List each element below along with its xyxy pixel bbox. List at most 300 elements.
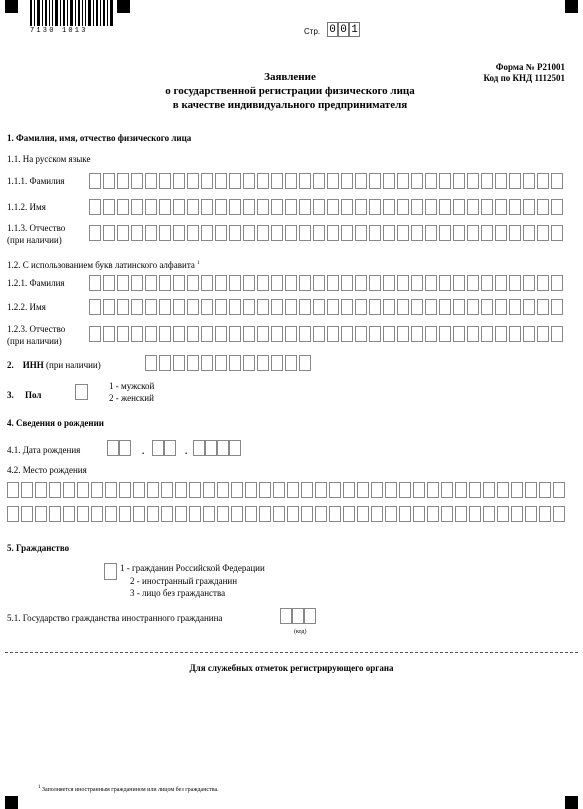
input-cell[interactable] [495, 275, 507, 291]
input-cell[interactable] [453, 299, 465, 315]
input-cell[interactable] [537, 225, 549, 241]
input-cell[interactable] [343, 506, 355, 522]
input-cell[interactable] [413, 482, 425, 498]
input-cell[interactable] [107, 440, 119, 456]
input-cell[interactable] [509, 326, 521, 342]
input-cell[interactable] [469, 482, 481, 498]
input-cell[interactable] [229, 173, 241, 189]
input-cell[interactable] [411, 275, 423, 291]
input-cell[interactable] [89, 299, 101, 315]
input-cell[interactable] [49, 506, 61, 522]
input-cell[interactable] [205, 440, 217, 456]
input-cell[interactable] [383, 299, 395, 315]
input-cell[interactable] [243, 355, 255, 371]
input-cell[interactable] [35, 506, 47, 522]
input-cell[interactable] [455, 506, 467, 522]
input-cell[interactable] [243, 173, 255, 189]
input-cell[interactable] [187, 225, 199, 241]
input-cell[interactable] [117, 299, 129, 315]
input-cell[interactable] [243, 299, 255, 315]
input-cell[interactable] [425, 326, 437, 342]
input-cell[interactable] [215, 299, 227, 315]
input-cell[interactable] [301, 506, 313, 522]
input-cell[interactable] [159, 199, 171, 215]
input-cell[interactable] [103, 173, 115, 189]
input-cell[interactable] [173, 225, 185, 241]
input-cell[interactable] [327, 275, 339, 291]
input-cell[interactable] [257, 275, 269, 291]
input-cell[interactable] [511, 506, 523, 522]
input-cell[interactable] [145, 225, 157, 241]
input-cell[interactable] [397, 299, 409, 315]
input-cell[interactable] [21, 482, 33, 498]
input-cell[interactable] [287, 482, 299, 498]
input-cell[interactable] [203, 506, 215, 522]
input-cell[interactable] [271, 173, 283, 189]
input-cell[interactable] [551, 199, 563, 215]
input-cell[interactable] [453, 326, 465, 342]
input-cell[interactable] [119, 506, 131, 522]
input-cell[interactable] [131, 173, 143, 189]
input-cell[interactable] [304, 608, 316, 624]
input-cell[interactable] [159, 326, 171, 342]
input-cell[interactable] [551, 299, 563, 315]
input-cell[interactable] [103, 326, 115, 342]
input-cell[interactable] [355, 173, 367, 189]
input-cell[interactable] [411, 199, 423, 215]
input-cell[interactable] [131, 299, 143, 315]
input-cell[interactable] [257, 173, 269, 189]
input-cell[interactable] [427, 482, 439, 498]
input-cell[interactable] [453, 225, 465, 241]
input-cell[interactable] [103, 199, 115, 215]
input-cell[interactable] [131, 199, 143, 215]
input-cell[interactable] [292, 608, 304, 624]
input-cell[interactable] [397, 199, 409, 215]
input-cell[interactable] [467, 326, 479, 342]
input-cell[interactable] [313, 275, 325, 291]
input-cell[interactable] [481, 225, 493, 241]
input-cell[interactable] [523, 299, 535, 315]
input-cell[interactable] [411, 326, 423, 342]
input-cell[interactable] [7, 482, 19, 498]
input-cell[interactable] [173, 173, 185, 189]
input-cell[interactable] [523, 199, 535, 215]
input-cell[interactable] [152, 440, 164, 456]
input-cell[interactable] [145, 299, 157, 315]
input-cell[interactable] [329, 506, 341, 522]
input-cell[interactable] [273, 482, 285, 498]
input-cell[interactable] [509, 173, 521, 189]
input-cell[interactable] [371, 506, 383, 522]
input-cell[interactable] [537, 326, 549, 342]
input-cell[interactable] [495, 173, 507, 189]
input-cell[interactable] [511, 482, 523, 498]
input-cell[interactable] [553, 482, 565, 498]
input-cell[interactable] [551, 326, 563, 342]
input-cell[interactable] [537, 275, 549, 291]
input-cell[interactable] [131, 225, 143, 241]
input-cell[interactable] [313, 225, 325, 241]
input-cell[interactable] [159, 355, 171, 371]
input-cell[interactable] [299, 355, 311, 371]
input-cell[interactable] [425, 275, 437, 291]
input-cell[interactable] [399, 482, 411, 498]
input-cell[interactable] [397, 275, 409, 291]
name-cells[interactable] [89, 199, 565, 215]
input-cell[interactable] [215, 326, 227, 342]
input-cell[interactable] [313, 299, 325, 315]
input-cell[interactable] [341, 173, 353, 189]
input-cell[interactable] [441, 506, 453, 522]
input-cell[interactable] [187, 326, 199, 342]
input-cell[interactable] [341, 299, 353, 315]
input-cell[interactable] [369, 225, 381, 241]
input-cell[interactable] [481, 199, 493, 215]
input-cell[interactable] [189, 482, 201, 498]
input-cell[interactable] [439, 275, 451, 291]
input-cell[interactable] [257, 326, 269, 342]
input-cell[interactable] [215, 199, 227, 215]
input-cell[interactable] [327, 326, 339, 342]
surname-cells[interactable] [89, 173, 565, 189]
input-cell[interactable] [117, 225, 129, 241]
input-cell[interactable] [164, 440, 176, 456]
input-cell[interactable] [313, 326, 325, 342]
input-cell[interactable] [455, 482, 467, 498]
input-cell[interactable] [117, 275, 129, 291]
input-cell[interactable] [483, 506, 495, 522]
input-cell[interactable] [425, 199, 437, 215]
input-cell[interactable] [469, 506, 481, 522]
input-cell[interactable] [173, 199, 185, 215]
input-cell[interactable] [355, 199, 367, 215]
input-cell[interactable] [89, 275, 101, 291]
input-cell[interactable] [271, 275, 283, 291]
input-cell[interactable] [385, 506, 397, 522]
input-cell[interactable] [509, 299, 521, 315]
input-cell[interactable] [413, 506, 425, 522]
input-cell[interactable] [229, 326, 241, 342]
input-cell[interactable] [103, 299, 115, 315]
lat-name-cells[interactable] [89, 299, 565, 315]
input-cell[interactable] [229, 225, 241, 241]
input-cell[interactable] [159, 225, 171, 241]
input-cell[interactable] [231, 506, 243, 522]
input-cell[interactable] [383, 199, 395, 215]
input-cell[interactable] [91, 506, 103, 522]
input-cell[interactable] [159, 275, 171, 291]
input-cell[interactable] [509, 275, 521, 291]
input-cell[interactable] [257, 355, 269, 371]
input-cell[interactable] [229, 199, 241, 215]
input-cell[interactable] [173, 326, 185, 342]
input-cell[interactable] [327, 173, 339, 189]
input-cell[interactable] [229, 275, 241, 291]
input-cell[interactable] [523, 326, 535, 342]
input-cell[interactable] [341, 275, 353, 291]
input-cell[interactable] [159, 173, 171, 189]
input-cell[interactable] [271, 326, 283, 342]
input-cell[interactable] [63, 506, 75, 522]
input-cell[interactable] [259, 506, 271, 522]
input-cell[interactable] [89, 173, 101, 189]
input-cell[interactable] [285, 355, 297, 371]
input-cell[interactable] [299, 173, 311, 189]
input-cell[interactable] [355, 225, 367, 241]
input-cell[interactable] [133, 506, 145, 522]
input-cell[interactable] [243, 326, 255, 342]
input-cell[interactable] [245, 506, 257, 522]
input-cell[interactable] [145, 326, 157, 342]
input-cell[interactable] [49, 482, 61, 498]
input-cell[interactable] [145, 199, 157, 215]
input-cell[interactable] [539, 482, 551, 498]
input-cell[interactable] [273, 506, 285, 522]
input-cell[interactable] [231, 482, 243, 498]
input-cell[interactable] [383, 275, 395, 291]
input-cell[interactable] [481, 299, 493, 315]
input-cell[interactable] [369, 199, 381, 215]
input-cell[interactable] [481, 275, 493, 291]
input-cell[interactable] [131, 326, 143, 342]
input-cell[interactable] [119, 440, 131, 456]
input-cell[interactable] [411, 299, 423, 315]
input-cell[interactable] [397, 173, 409, 189]
input-cell[interactable] [187, 275, 199, 291]
input-cell[interactable] [7, 506, 19, 522]
input-cell[interactable] [285, 173, 297, 189]
input-cell[interactable] [217, 506, 229, 522]
input-cell[interactable] [173, 275, 185, 291]
input-cell[interactable] [369, 275, 381, 291]
input-cell[interactable] [159, 299, 171, 315]
input-cell[interactable] [439, 225, 451, 241]
input-cell[interactable] [285, 225, 297, 241]
input-cell[interactable] [105, 506, 117, 522]
input-cell[interactable] [523, 173, 535, 189]
input-cell[interactable] [537, 173, 549, 189]
input-cell[interactable] [341, 199, 353, 215]
input-cell[interactable] [411, 225, 423, 241]
input-cell[interactable] [193, 440, 205, 456]
input-cell[interactable] [495, 199, 507, 215]
input-cell[interactable] [453, 275, 465, 291]
input-cell[interactable] [355, 299, 367, 315]
birth-day-cells[interactable] [107, 440, 131, 456]
birth-month-cells[interactable] [152, 440, 176, 456]
input-cell[interactable] [117, 173, 129, 189]
birth-year-cells[interactable] [193, 440, 241, 456]
input-cell[interactable] [343, 482, 355, 498]
input-cell[interactable] [497, 482, 509, 498]
input-cell[interactable] [299, 199, 311, 215]
input-cell[interactable] [397, 326, 409, 342]
input-cell[interactable] [509, 225, 521, 241]
input-cell[interactable] [285, 299, 297, 315]
input-cell[interactable] [271, 199, 283, 215]
input-cell[interactable] [315, 482, 327, 498]
input-cell[interactable] [523, 225, 535, 241]
input-cell[interactable] [187, 173, 199, 189]
input-cell[interactable] [35, 482, 47, 498]
input-cell[interactable] [131, 275, 143, 291]
input-cell[interactable] [497, 506, 509, 522]
input-cell[interactable] [551, 225, 563, 241]
input-cell[interactable] [187, 299, 199, 315]
input-cell[interactable] [173, 355, 185, 371]
input-cell[interactable] [329, 482, 341, 498]
input-cell[interactable] [539, 506, 551, 522]
input-cell[interactable] [341, 225, 353, 241]
input-cell[interactable] [119, 482, 131, 498]
input-cell[interactable] [243, 275, 255, 291]
input-cell[interactable] [355, 275, 367, 291]
input-cell[interactable] [397, 225, 409, 241]
input-cell[interactable] [383, 225, 395, 241]
input-cell[interactable] [145, 275, 157, 291]
birth-place-row-1[interactable] [7, 482, 567, 498]
citizenship-cell[interactable] [104, 563, 117, 580]
input-cell[interactable] [161, 506, 173, 522]
input-cell[interactable] [105, 482, 117, 498]
input-cell[interactable] [371, 482, 383, 498]
input-cell[interactable] [467, 173, 479, 189]
input-cell[interactable] [117, 326, 129, 342]
input-cell[interactable] [229, 299, 241, 315]
input-cell[interactable] [369, 326, 381, 342]
input-cell[interactable] [399, 506, 411, 522]
input-cell[interactable] [369, 299, 381, 315]
input-cell[interactable] [553, 506, 565, 522]
input-cell[interactable] [467, 225, 479, 241]
input-cell[interactable] [245, 482, 257, 498]
input-cell[interactable] [280, 608, 292, 624]
input-cell[interactable] [327, 225, 339, 241]
input-cell[interactable] [341, 326, 353, 342]
input-cell[interactable] [439, 199, 451, 215]
input-cell[interactable] [355, 326, 367, 342]
input-cell[interactable] [243, 225, 255, 241]
input-cell[interactable] [201, 299, 213, 315]
input-cell[interactable] [63, 482, 75, 498]
input-cell[interactable] [313, 199, 325, 215]
input-cell[interactable] [103, 275, 115, 291]
input-cell[interactable] [271, 299, 283, 315]
input-cell[interactable] [145, 355, 157, 371]
input-cell[interactable] [453, 173, 465, 189]
input-cell[interactable] [217, 482, 229, 498]
input-cell[interactable] [21, 506, 33, 522]
input-cell[interactable] [201, 225, 213, 241]
patronymic-cells[interactable] [89, 225, 565, 241]
input-cell[interactable] [257, 225, 269, 241]
input-cell[interactable] [425, 173, 437, 189]
input-cell[interactable] [91, 482, 103, 498]
input-cell[interactable] [287, 506, 299, 522]
birth-place-row-2[interactable] [7, 506, 567, 522]
input-cell[interactable] [77, 482, 89, 498]
input-cell[interactable] [301, 482, 313, 498]
lat-patronymic-cells[interactable] [89, 326, 565, 342]
input-cell[interactable] [217, 440, 229, 456]
input-cell[interactable] [271, 225, 283, 241]
input-cell[interactable] [495, 326, 507, 342]
input-cell[interactable] [117, 199, 129, 215]
input-cell[interactable] [427, 506, 439, 522]
input-cell[interactable] [523, 275, 535, 291]
input-cell[interactable] [383, 173, 395, 189]
input-cell[interactable] [259, 482, 271, 498]
input-cell[interactable] [187, 199, 199, 215]
input-cell[interactable] [147, 506, 159, 522]
input-cell[interactable] [173, 299, 185, 315]
input-cell[interactable] [229, 440, 241, 456]
input-cell[interactable] [383, 326, 395, 342]
input-cell[interactable] [215, 225, 227, 241]
input-cell[interactable] [467, 275, 479, 291]
input-cell[interactable] [537, 299, 549, 315]
foreign-state-code-cells[interactable] [280, 608, 316, 624]
input-cell[interactable] [215, 173, 227, 189]
input-cell[interactable] [439, 173, 451, 189]
input-cell[interactable] [257, 199, 269, 215]
input-cell[interactable] [147, 482, 159, 498]
input-cell[interactable] [229, 355, 241, 371]
input-cell[interactable] [483, 482, 495, 498]
input-cell[interactable] [299, 275, 311, 291]
input-cell[interactable] [495, 299, 507, 315]
input-cell[interactable] [201, 275, 213, 291]
input-cell[interactable] [313, 173, 325, 189]
input-cell[interactable] [425, 225, 437, 241]
input-cell[interactable] [369, 173, 381, 189]
input-cell[interactable] [299, 225, 311, 241]
input-cell[interactable] [89, 225, 101, 241]
input-cell[interactable] [271, 355, 283, 371]
input-cell[interactable] [467, 299, 479, 315]
input-cell[interactable] [481, 326, 493, 342]
input-cell[interactable] [285, 275, 297, 291]
input-cell[interactable] [537, 199, 549, 215]
input-cell[interactable] [187, 355, 199, 371]
input-cell[interactable] [77, 506, 89, 522]
input-cell[interactable] [201, 355, 213, 371]
input-cell[interactable] [175, 506, 187, 522]
input-cell[interactable] [243, 199, 255, 215]
input-cell[interactable] [525, 506, 537, 522]
input-cell[interactable] [203, 482, 215, 498]
lat-surname-cells[interactable] [89, 275, 565, 291]
input-cell[interactable] [441, 482, 453, 498]
input-cell[interactable] [551, 275, 563, 291]
inn-cells[interactable] [145, 355, 313, 371]
input-cell[interactable] [439, 299, 451, 315]
input-cell[interactable] [133, 482, 145, 498]
input-cell[interactable] [89, 326, 101, 342]
input-cell[interactable] [327, 199, 339, 215]
input-cell[interactable] [385, 482, 397, 498]
gender-cell[interactable] [75, 384, 88, 400]
input-cell[interactable] [327, 299, 339, 315]
input-cell[interactable] [299, 326, 311, 342]
input-cell[interactable] [411, 173, 423, 189]
input-cell[interactable] [215, 275, 227, 291]
input-cell[interactable] [495, 225, 507, 241]
input-cell[interactable] [357, 506, 369, 522]
input-cell[interactable] [89, 199, 101, 215]
input-cell[interactable] [201, 326, 213, 342]
